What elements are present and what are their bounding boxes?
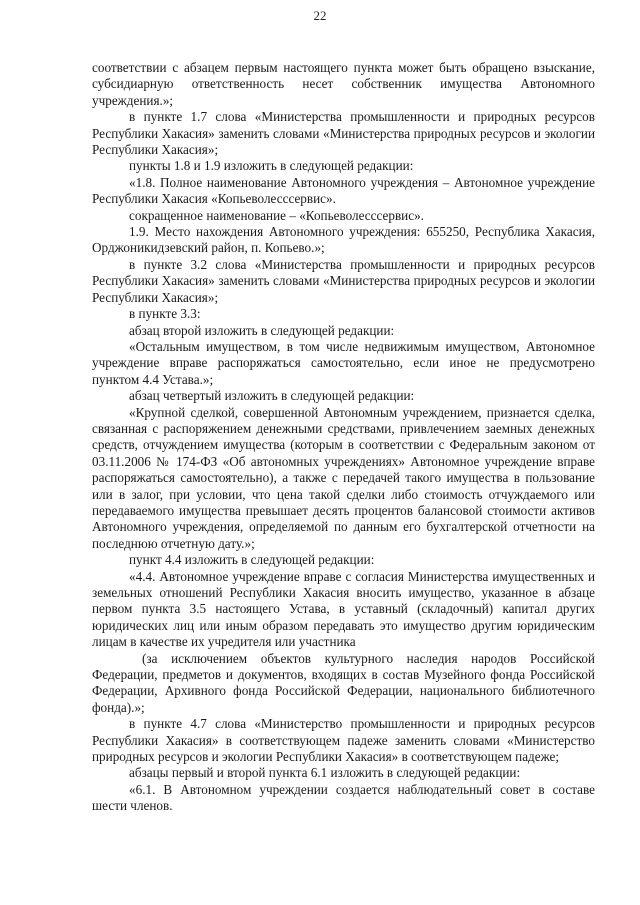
paragraph: 1.9. Место нахождения Автономного учреждения: 655250, Республика Хакасия, Орджоникидзевский район, п. Копьево.»; — [92, 224, 595, 256]
paragraph: «Крупной сделкой, совершенной Автономным учреждением, признается сделка, связанная с распоряжением денежными средствами, привлечением заемных денежных средств, отчуждением имущества (которым в соответствии с Федеральным законом от 03.11.2006 № 174-ФЗ «Об автономных учреждениях» Автономное учреждение вправе распоряжаться самостоятельно), а также с передачей такого имущества в пользование или в залог, при условии, что цена такой сделки либо стоимость отчуждаемого или передаваемого имущества превышает десять процентов балансовой стоимости активов Автономного учреждения, определяемой по данным его бухгалтерской отчетности на последнюю отчетную дату.»; — [92, 404, 595, 551]
paragraph: «1.8. Полное наименование Автономного учреждения – Автономное учреждение Республики Хакасия «Копьеволесссервис». — [92, 174, 595, 207]
paragraph: сокращенное наименование – «Копьеволесссервис». — [129, 207, 424, 223]
paragraph: (за исключением объектов культурного наследия народов Российской Федерации, предметов и документов, входящих в состав Музейного фонда Российской Федерации, Архивного фонда Российской Федерации, национального библиотечного фонда).»; — [92, 650, 595, 715]
paragraph: в пункте 4.7 слова «Министерство промышленности и природных ресурсов Республики Хакасия» в соответствующем падеже заменить словами «Министерство природных ресурсов и экологии Республики Хакасия» в соответствующем падеже; — [92, 716, 595, 765]
paragraph: абзац четвертый изложить в следующей редакции: — [129, 388, 415, 404]
paragraph: в пункте 3.3: — [129, 306, 201, 322]
paragraph: «6.1. В Автономном учреждении создается наблюдательный совет в составе шести членов. — [92, 781, 595, 814]
paragraph: «4.4. Автономное учреждение вправе с согласия Министерства имущественных и земельных отношений Республики Хакасия вносить имущество, указанное в абзаце первом пункта 3.5 настоящего Устава, в уставный (складочный) капитал других юридических лиц или иным образом передавать это имущество другим юридическим лицам в качестве их учредителя или участника — [92, 568, 595, 650]
paragraph: абзацы первый и второй пункта 6.1 изложить в следующей редакции: — [129, 765, 521, 781]
document-body — [92, 60, 595, 815]
paragraph: пункт 4.4 изложить в следующей редакции: — [129, 552, 375, 568]
paragraph: в пункте 1.7 слова «Министерства промышленности и природных ресурсов Республики Хакасия» заменить словами «Министерства природных ресурсов и экологии Республики Хакасия»; — [92, 109, 595, 158]
paragraph: «Остальным имуществом, в том числе недвижимым имуществом, Автономное учреждение вправе распоряжаться самостоятельно, если иное не предусмотрено пунктом 4.4 Устава.»; — [92, 338, 595, 387]
paragraph: абзац второй изложить в следующей редакции: — [129, 322, 395, 338]
paragraph: пункты 1.8 и 1.9 изложить в следующей редакции: — [129, 158, 414, 174]
paragraph: соответствии с абзацем первым настоящего пункта может быть обращено взыскание, субсидиарную ответственность несет собственник имущества Автономного учреждения.»; — [92, 60, 595, 108]
paragraph: в пункте 3.2 слова «Министерства промышленности и природных ресурсов Республики Хакасия» заменить словами «Министерства природных ресурсов и экологии Республики Хакасия»; — [92, 256, 595, 305]
page-number: 22 — [313, 8, 327, 23]
